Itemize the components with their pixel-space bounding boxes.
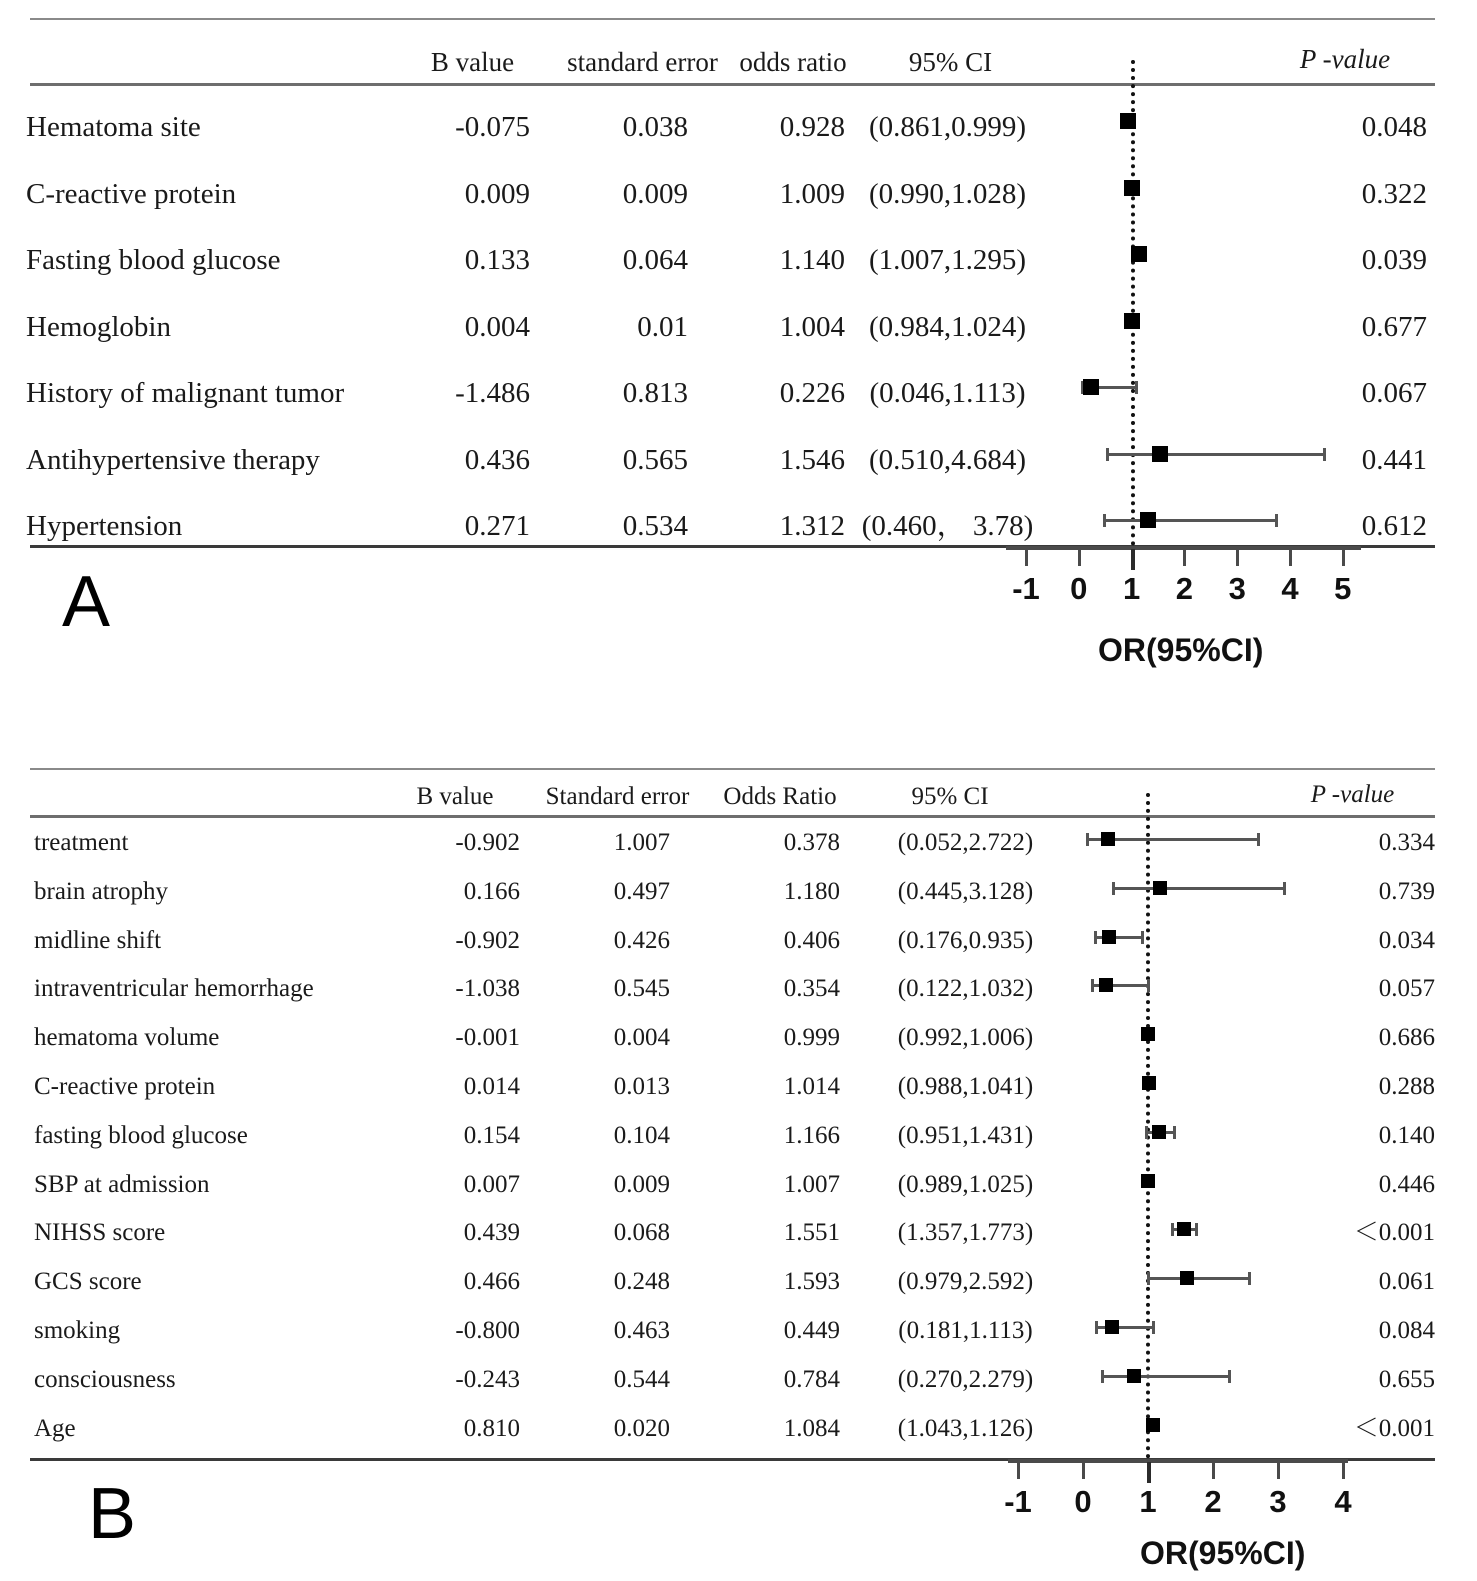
row-b-value: -1.038 bbox=[455, 975, 520, 1003]
ci-right-cap bbox=[1152, 1321, 1155, 1334]
row-odds-ratio: 1.140 bbox=[779, 244, 845, 276]
row-b-value: 0.466 bbox=[463, 1268, 520, 1296]
ci-left-cap bbox=[1094, 931, 1097, 944]
row-p-value: ＜0.001 bbox=[1353, 1219, 1435, 1247]
axis-tick-label: 1 bbox=[1122, 571, 1141, 606]
row-odds-ratio: 0.999 bbox=[783, 1024, 840, 1052]
row-variable-label: Age bbox=[34, 1414, 76, 1442]
row-variable-label: Fasting blood glucose bbox=[26, 244, 281, 276]
panel-b-axis-title: OR(95%CI) bbox=[1140, 1535, 1306, 1571]
row-p-value: 0.612 bbox=[1361, 510, 1427, 542]
row-confidence-interval: (0.181,1.113) bbox=[898, 1317, 1033, 1344]
panel-b-top-rule bbox=[30, 768, 1435, 770]
panel-a-axis-title: OR(95%CI) bbox=[1098, 632, 1264, 668]
axis-tick bbox=[1289, 549, 1292, 566]
confidence-interval-bar bbox=[1095, 1326, 1156, 1329]
point-estimate-marker bbox=[1142, 1076, 1156, 1090]
axis-tick bbox=[1078, 549, 1081, 566]
row-standard-error: 0.497 bbox=[613, 877, 670, 905]
axis-tick-label: 2 bbox=[1175, 571, 1194, 606]
row-standard-error: 0.009 bbox=[622, 177, 688, 210]
row-confidence-interval: (0.979,2.592) bbox=[897, 1268, 1034, 1296]
ci-left-cap bbox=[1112, 882, 1115, 895]
row-standard-error: 0.064 bbox=[622, 244, 688, 276]
row-odds-ratio: 0.406 bbox=[783, 926, 840, 954]
row-odds-ratio: 1.007 bbox=[783, 1170, 840, 1198]
row-odds-ratio: 1.004 bbox=[779, 310, 845, 343]
row-standard-error: 0.463 bbox=[613, 1317, 670, 1344]
axis-tick-label: 0 bbox=[1070, 571, 1088, 606]
row-standard-error: 0.565 bbox=[622, 443, 688, 476]
axis-tick-label: 3 bbox=[1269, 1484, 1287, 1519]
point-estimate-marker bbox=[1141, 1174, 1155, 1188]
row-variable-label: fasting blood glucose bbox=[34, 1121, 248, 1149]
row-standard-error: 0.004 bbox=[613, 1024, 670, 1052]
row-p-value: 0.061 bbox=[1378, 1268, 1435, 1296]
ci-right-cap bbox=[1173, 1126, 1176, 1139]
axis-tick-label: 2 bbox=[1204, 1484, 1222, 1519]
row-confidence-interval: (0.988,1.041) bbox=[897, 1073, 1034, 1100]
confidence-interval-bar bbox=[1106, 453, 1326, 456]
row-standard-error: 0.038 bbox=[622, 111, 688, 143]
axis-tick bbox=[1147, 1462, 1151, 1483]
panel-b-axis-line bbox=[1008, 1459, 1348, 1463]
confidence-interval-bar bbox=[1103, 519, 1278, 522]
row-b-value: 0.271 bbox=[464, 510, 530, 542]
row-odds-ratio: 0.928 bbox=[779, 111, 845, 143]
row-variable-label: C-reactive protein bbox=[34, 1073, 216, 1100]
row-odds-ratio: 1.312 bbox=[779, 510, 845, 542]
row-standard-error: 0.009 bbox=[613, 1170, 670, 1198]
axis-tick bbox=[1236, 549, 1239, 566]
row-variable-label: C-reactive protein bbox=[26, 177, 237, 210]
row-p-value: 0.739 bbox=[1378, 877, 1435, 905]
ci-right-cap bbox=[1248, 1272, 1251, 1285]
point-estimate-marker bbox=[1131, 246, 1147, 262]
ci-left-cap bbox=[1091, 979, 1094, 992]
row-confidence-interval: (0.951,1.431) bbox=[897, 1121, 1034, 1149]
row-confidence-interval: (0.445,3.128) bbox=[897, 877, 1034, 905]
row-variable-label: NIHSS score bbox=[34, 1219, 166, 1247]
row-p-value: 0.140 bbox=[1378, 1121, 1435, 1149]
axis-tick-label: 5 bbox=[1334, 571, 1352, 606]
column-header-odds-ratio: odds ratio bbox=[739, 47, 847, 77]
row-standard-error: 0.068 bbox=[613, 1219, 670, 1247]
ci-right-cap bbox=[1275, 514, 1278, 527]
row-b-value: 0.009 bbox=[464, 177, 530, 210]
row-variable-label: brain atrophy bbox=[34, 877, 168, 905]
row-b-value: 0.166 bbox=[463, 877, 520, 905]
ci-left-cap bbox=[1145, 1126, 1148, 1139]
row-confidence-interval: (0.176,0.935) bbox=[897, 926, 1034, 954]
point-estimate-marker bbox=[1152, 1125, 1166, 1139]
ci-right-cap bbox=[1228, 1370, 1231, 1383]
ci-right-cap bbox=[1323, 448, 1326, 461]
row-confidence-interval: (0.046,1.113) bbox=[869, 377, 1026, 409]
column-header-ci: 95% CI bbox=[908, 47, 993, 77]
row-b-value: -0.902 bbox=[455, 829, 520, 856]
row-b-value: -0.800 bbox=[455, 1317, 520, 1344]
row-variable-label: Hematoma site bbox=[26, 111, 201, 143]
row-standard-error: 0.01 bbox=[637, 310, 688, 343]
panel-b-letter: B bbox=[88, 1474, 137, 1554]
axis-tick bbox=[1212, 1462, 1215, 1479]
row-standard-error: 0.534 bbox=[622, 510, 688, 542]
confidence-interval-bar bbox=[1147, 1277, 1252, 1280]
row-odds-ratio: 0.378 bbox=[783, 829, 840, 856]
row-standard-error: 0.104 bbox=[613, 1121, 670, 1149]
row-p-value: 0.034 bbox=[1378, 926, 1435, 954]
panel-a-letter: A bbox=[62, 562, 111, 642]
point-estimate-marker bbox=[1083, 379, 1099, 395]
ci-right-cap bbox=[1135, 381, 1138, 394]
point-estimate-marker bbox=[1101, 832, 1115, 846]
axis-tick bbox=[1183, 549, 1186, 566]
axis-tick-label: -1 bbox=[1004, 1484, 1032, 1519]
row-odds-ratio: 1.551 bbox=[783, 1219, 840, 1247]
row-odds-ratio: 1.593 bbox=[783, 1268, 840, 1296]
ci-right-cap bbox=[1195, 1223, 1198, 1236]
row-odds-ratio: 0.354 bbox=[783, 975, 840, 1003]
ci-right-cap bbox=[1283, 882, 1286, 895]
row-b-value: -1.486 bbox=[455, 377, 530, 409]
point-estimate-marker bbox=[1124, 313, 1140, 329]
row-confidence-interval: (0.990,1.028) bbox=[868, 177, 1027, 210]
row-p-value: 0.686 bbox=[1378, 1024, 1435, 1052]
row-b-value: 0.439 bbox=[463, 1219, 520, 1247]
row-p-value: 0.677 bbox=[1361, 310, 1427, 343]
axis-tick-label: 4 bbox=[1334, 1484, 1352, 1519]
axis-tick-label: 1 bbox=[1139, 1484, 1157, 1519]
row-odds-ratio: 1.546 bbox=[779, 443, 845, 476]
row-p-value: 0.441 bbox=[1361, 443, 1427, 476]
ci-right-cap bbox=[1147, 979, 1150, 992]
row-b-value: 0.007 bbox=[463, 1170, 520, 1198]
row-p-value: 0.084 bbox=[1378, 1317, 1435, 1344]
row-standard-error: 0.248 bbox=[613, 1268, 670, 1296]
ci-left-cap bbox=[1101, 1370, 1104, 1383]
ci-right-cap bbox=[1141, 931, 1144, 944]
point-estimate-marker bbox=[1152, 446, 1168, 462]
row-odds-ratio: 1.009 bbox=[779, 177, 845, 210]
row-p-value: 0.067 bbox=[1361, 377, 1427, 409]
row-standard-error: 0.545 bbox=[613, 975, 670, 1003]
ci-left-cap bbox=[1086, 833, 1089, 846]
row-standard-error: 0.813 bbox=[622, 377, 688, 409]
point-estimate-marker bbox=[1146, 1418, 1160, 1432]
point-estimate-marker bbox=[1141, 1027, 1155, 1041]
column-header-standard-error: standard error bbox=[567, 47, 718, 77]
row-confidence-interval: (0.861,0.999) bbox=[868, 111, 1027, 143]
row-variable-label: Hemoglobin bbox=[26, 310, 171, 343]
row-confidence-interval: (0.992,1.006) bbox=[897, 1024, 1034, 1052]
axis-tick bbox=[1277, 1462, 1280, 1479]
row-b-value: -0.243 bbox=[455, 1365, 520, 1393]
row-confidence-interval: (1.007,1.295) bbox=[868, 244, 1027, 276]
point-estimate-marker bbox=[1120, 113, 1136, 129]
row-odds-ratio: 0.784 bbox=[783, 1365, 840, 1393]
row-p-value: 0.048 bbox=[1361, 111, 1427, 143]
row-standard-error: 1.007 bbox=[613, 829, 670, 856]
panel-b-header-rule bbox=[30, 815, 1435, 818]
row-confidence-interval: (1.043,1.126) bbox=[897, 1414, 1034, 1442]
row-confidence-interval: (1.357,1.773) bbox=[897, 1219, 1034, 1247]
row-p-value: 0.288 bbox=[1378, 1073, 1435, 1100]
axis-tick bbox=[1342, 549, 1345, 566]
panel-a-top-rule bbox=[30, 18, 1435, 20]
row-odds-ratio: 1.166 bbox=[783, 1121, 840, 1149]
row-confidence-interval: (0.460， 3.78) bbox=[861, 510, 1034, 542]
row-p-value: ＜0.001 bbox=[1353, 1414, 1435, 1442]
confidence-interval-bar bbox=[1101, 1375, 1232, 1378]
row-confidence-interval: (0.984,1.024) bbox=[868, 310, 1027, 343]
row-variable-label: hematoma volume bbox=[34, 1024, 220, 1052]
axis-tick bbox=[1342, 1462, 1345, 1479]
row-b-value: -0.075 bbox=[455, 111, 530, 143]
point-estimate-marker bbox=[1102, 930, 1116, 944]
column-header-b-value-b: B value bbox=[416, 783, 494, 810]
row-variable-label: midline shift bbox=[34, 926, 162, 954]
axis-tick bbox=[1017, 1462, 1020, 1479]
column-header-ci-b: 95% CI bbox=[911, 783, 989, 810]
row-variable-label: consciousness bbox=[34, 1365, 176, 1393]
row-variable-label: smoking bbox=[34, 1317, 121, 1344]
point-estimate-marker bbox=[1099, 978, 1113, 992]
row-p-value: 0.655 bbox=[1378, 1365, 1435, 1393]
axis-tick-label: 0 bbox=[1074, 1484, 1092, 1519]
row-standard-error: 0.544 bbox=[613, 1365, 670, 1393]
row-b-value: 0.133 bbox=[464, 244, 530, 276]
row-variable-label: History of malignant tumor bbox=[26, 377, 345, 409]
ci-left-cap bbox=[1106, 448, 1109, 461]
row-confidence-interval: (0.270,2.279) bbox=[897, 1365, 1034, 1393]
panel-a-header-rule bbox=[30, 83, 1435, 86]
row-b-value: -0.902 bbox=[455, 926, 520, 954]
row-p-value: 0.446 bbox=[1378, 1170, 1435, 1198]
row-b-value: 0.014 bbox=[463, 1073, 520, 1100]
point-estimate-marker bbox=[1177, 1222, 1191, 1236]
ci-left-cap bbox=[1147, 1272, 1150, 1285]
row-standard-error: 0.020 bbox=[613, 1414, 670, 1442]
column-header-p-value: P -value bbox=[1299, 44, 1391, 74]
column-header-b-value: B value bbox=[430, 47, 515, 77]
row-variable-label: GCS score bbox=[34, 1268, 142, 1296]
ci-left-cap bbox=[1095, 1321, 1098, 1334]
row-b-value: 0.154 bbox=[463, 1121, 520, 1149]
row-p-value: 0.039 bbox=[1361, 244, 1427, 276]
point-estimate-marker bbox=[1140, 512, 1156, 528]
row-confidence-interval: (0.989,1.025) bbox=[897, 1170, 1034, 1198]
point-estimate-marker bbox=[1105, 1320, 1119, 1334]
row-variable-label: Hypertension bbox=[26, 510, 183, 542]
row-standard-error: 0.013 bbox=[613, 1073, 670, 1100]
point-estimate-marker bbox=[1180, 1271, 1194, 1285]
confidence-interval-bar bbox=[1112, 887, 1286, 890]
row-b-value: 0.436 bbox=[464, 443, 530, 476]
axis-tick bbox=[1082, 1462, 1085, 1479]
row-odds-ratio: 0.226 bbox=[779, 377, 845, 409]
row-confidence-interval: (0.510,4.684) bbox=[868, 443, 1027, 476]
row-variable-label: intraventricular hemorrhage bbox=[34, 975, 314, 1003]
row-odds-ratio: 0.449 bbox=[783, 1317, 840, 1344]
row-variable-label: SBP at admission bbox=[34, 1170, 210, 1198]
row-b-value: 0.004 bbox=[464, 310, 530, 343]
axis-tick-label: -1 bbox=[1012, 571, 1040, 606]
ci-left-cap bbox=[1103, 514, 1106, 527]
row-b-value: 0.810 bbox=[463, 1414, 520, 1442]
point-estimate-marker bbox=[1127, 1369, 1141, 1383]
point-estimate-marker bbox=[1124, 180, 1140, 196]
row-odds-ratio: 1.014 bbox=[783, 1073, 840, 1100]
column-header-odds-ratio-b: Odds Ratio bbox=[723, 783, 837, 810]
row-p-value: 0.334 bbox=[1378, 829, 1435, 856]
row-odds-ratio: 1.084 bbox=[783, 1414, 840, 1442]
row-variable-label: Antihypertensive therapy bbox=[26, 443, 320, 476]
row-variable-label: treatment bbox=[34, 829, 129, 856]
row-standard-error: 0.426 bbox=[613, 926, 670, 954]
row-confidence-interval: (0.122,1.032) bbox=[897, 975, 1034, 1003]
axis-tick-label: 3 bbox=[1228, 571, 1246, 606]
row-p-value: 0.322 bbox=[1361, 177, 1427, 210]
axis-tick bbox=[1131, 549, 1135, 570]
column-header-standard-error-b: Standard error bbox=[545, 783, 690, 810]
row-p-value: 0.057 bbox=[1378, 975, 1435, 1003]
column-header-p-value-b: P -value bbox=[1310, 781, 1395, 808]
point-estimate-marker bbox=[1153, 881, 1167, 895]
row-odds-ratio: 1.180 bbox=[783, 877, 840, 905]
axis-tick bbox=[1025, 549, 1028, 566]
row-b-value: -0.001 bbox=[455, 1024, 520, 1052]
reference-line-a bbox=[1131, 60, 1135, 546]
axis-tick-label: 4 bbox=[1281, 571, 1299, 606]
ci-right-cap bbox=[1257, 833, 1260, 846]
row-confidence-interval: (0.052,2.722) bbox=[897, 829, 1034, 856]
ci-left-cap bbox=[1171, 1223, 1174, 1236]
